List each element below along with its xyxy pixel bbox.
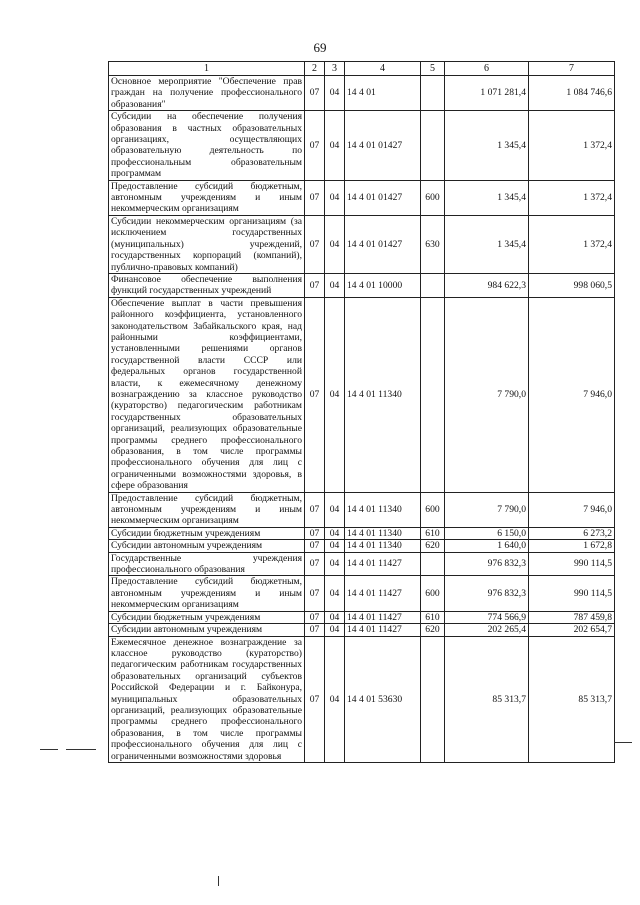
- row-amount-2: 1 372,4: [529, 111, 615, 180]
- row-section: 07: [305, 636, 325, 762]
- row-section: 07: [305, 624, 325, 636]
- row-target-code: 14 4 01 01427: [345, 215, 421, 273]
- col-header-6: 6: [445, 62, 529, 76]
- table-row: [109, 611, 615, 623]
- row-expense-type: 630: [421, 215, 445, 273]
- table-row: [109, 215, 615, 273]
- row-subsection: 04: [325, 76, 345, 111]
- col-header-3: 3: [325, 62, 345, 76]
- row-name: Обеспечение выплат в части превышения районного коэффициента, установленного законодательством Забайкальского края, над районными коэффициентами, установленными решениями органов государственной власти СССР или федеральных органов государственной власти, к ежемесячному денежному вознаграждению за классное руководство (кураторство) педагогическим работникам государственных образовательных организаций, реализующих образовательные программы среднего профессионального образования, в том числе программы профессионального обучения для лиц с ограниченными возможностями здоровья, в сфере образования: [109, 297, 305, 492]
- row-amount-2: 990 114,5: [529, 576, 615, 611]
- row-amount-2: 6 273,2: [529, 527, 615, 539]
- row-expense-type: 600: [421, 180, 445, 215]
- row-target-code: 14 4 01 10000: [345, 273, 421, 297]
- table-row: [109, 540, 615, 552]
- scan-mark-right: [614, 742, 632, 743]
- row-amount-2: 1 372,4: [529, 215, 615, 273]
- row-target-code: 14 4 01 11340: [345, 297, 421, 492]
- row-section: 07: [305, 297, 325, 492]
- row-name: Субсидии автономным учреждениям: [109, 540, 305, 552]
- row-section: 07: [305, 111, 325, 180]
- row-subsection: 04: [325, 624, 345, 636]
- row-name: Субсидии на обеспечение получения образования в частных образовательных организациях, осуществляющих образовательную деятельность по профессиональным образовательным программам: [109, 111, 305, 180]
- row-amount-1: 1 345,4: [445, 215, 529, 273]
- table-row: [109, 492, 615, 527]
- row-subsection: 04: [325, 215, 345, 273]
- row-target-code: 14 4 01 01427: [345, 111, 421, 180]
- row-subsection: 04: [325, 611, 345, 623]
- table-row: [109, 552, 615, 576]
- row-amount-2: 787 459,8: [529, 611, 615, 623]
- row-expense-type: [421, 273, 445, 297]
- table-row: [109, 273, 615, 297]
- row-amount-2: 1 084 746,6: [529, 76, 615, 111]
- row-amount-1: 976 832,3: [445, 576, 529, 611]
- row-section: 07: [305, 576, 325, 611]
- row-section: 07: [305, 180, 325, 215]
- row-amount-2: 85 313,7: [529, 636, 615, 762]
- row-section: 07: [305, 76, 325, 111]
- row-amount-2: 998 060,5: [529, 273, 615, 297]
- row-name: Субсидии автономным учреждениям: [109, 624, 305, 636]
- row-name: Предоставление субсидий бюджетным, автономным учреждениям и иным некоммерческим организациям: [109, 180, 305, 215]
- col-header-4: 4: [345, 62, 421, 76]
- row-amount-1: 774 566,9: [445, 611, 529, 623]
- scan-mark-left: [40, 749, 58, 750]
- row-amount-2: 202 654,7: [529, 624, 615, 636]
- row-amount-1: 1 345,4: [445, 180, 529, 215]
- row-amount-1: 202 265,4: [445, 624, 529, 636]
- row-expense-type: 620: [421, 624, 445, 636]
- scan-mark-left: [66, 749, 96, 750]
- row-target-code: 14 4 01 53630: [345, 636, 421, 762]
- row-section: 07: [305, 527, 325, 539]
- table-row: [109, 624, 615, 636]
- row-amount-2: 7 946,0: [529, 297, 615, 492]
- table-row: [109, 576, 615, 611]
- row-name: Субсидии бюджетным учреждениям: [109, 611, 305, 623]
- row-amount-1: 7 790,0: [445, 492, 529, 527]
- row-target-code: 14 4 01 11427: [345, 576, 421, 611]
- row-subsection: 04: [325, 297, 345, 492]
- row-amount-1: 1 071 281,4: [445, 76, 529, 111]
- row-amount-1: 1 345,4: [445, 111, 529, 180]
- row-section: 07: [305, 552, 325, 576]
- row-section: 07: [305, 273, 325, 297]
- row-section: 07: [305, 540, 325, 552]
- row-name: Субсидии некоммерческим организациям (за исключением государственных (муниципальных) учреждений, государственных корпораций (компаний), публично-правовых компаний): [109, 215, 305, 273]
- row-name: Финансовое обеспечение выполнения функций государственных учреждений: [109, 273, 305, 297]
- row-section: 07: [305, 492, 325, 527]
- row-expense-type: [421, 552, 445, 576]
- row-subsection: 04: [325, 576, 345, 611]
- row-name: Государственные учреждения профессионального образования: [109, 552, 305, 576]
- row-target-code: 14 4 01 11340: [345, 492, 421, 527]
- budget-table: [108, 61, 615, 763]
- row-expense-type: [421, 297, 445, 492]
- scan-mark-bottom: [218, 876, 219, 886]
- row-expense-type: [421, 76, 445, 111]
- row-target-code: 14 4 01: [345, 76, 421, 111]
- col-header-2: 2: [305, 62, 325, 76]
- row-name: Предоставление субсидий бюджетным, автономным учреждениям и иным некоммерческим организациям: [109, 492, 305, 527]
- row-subsection: 04: [325, 527, 345, 539]
- table-row: [109, 76, 615, 111]
- row-section: 07: [305, 611, 325, 623]
- row-amount-1: 7 790,0: [445, 297, 529, 492]
- row-amount-1: 976 832,3: [445, 552, 529, 576]
- row-amount-2: 990 114,5: [529, 552, 615, 576]
- row-subsection: 04: [325, 273, 345, 297]
- table-row: [109, 297, 615, 492]
- row-expense-type: 600: [421, 492, 445, 527]
- row-amount-2: 1 672,8: [529, 540, 615, 552]
- row-name: Предоставление субсидий бюджетным, автономным учреждениям и иным некоммерческим организациям: [109, 576, 305, 611]
- row-target-code: 14 4 01 11427: [345, 552, 421, 576]
- row-amount-2: 1 372,4: [529, 180, 615, 215]
- table-row: [109, 111, 615, 180]
- row-subsection: 04: [325, 180, 345, 215]
- row-expense-type: 610: [421, 527, 445, 539]
- row-subsection: 04: [325, 552, 345, 576]
- row-expense-type: 610: [421, 611, 445, 623]
- header-row: [109, 62, 615, 76]
- row-subsection: 04: [325, 636, 345, 762]
- row-expense-type: 600: [421, 576, 445, 611]
- row-target-code: 14 4 01 11340: [345, 540, 421, 552]
- row-expense-type: [421, 111, 445, 180]
- row-subsection: 04: [325, 111, 345, 180]
- row-name: Субсидии бюджетным учреждениям: [109, 527, 305, 539]
- page-number: 69: [313, 40, 327, 55]
- row-name: Ежемесячное денежное вознаграждение за классное руководство (кураторство) педагогическим работникам государственных образовательных организаций субъектов Российской Федерации и г. Байконура, муниципальных образовательных организаций, реализующих образовательные программы среднего профессионального образования, в том числе программы профессионального обучения для лиц с ограниченными возможностями здоровья: [109, 636, 305, 762]
- table-row: [109, 527, 615, 539]
- row-amount-1: 1 640,0: [445, 540, 529, 552]
- row-section: 07: [305, 215, 325, 273]
- table-row: [109, 180, 615, 215]
- row-subsection: 04: [325, 540, 345, 552]
- row-amount-2: 7 946,0: [529, 492, 615, 527]
- col-header-5: 5: [421, 62, 445, 76]
- row-target-code: 14 4 01 01427: [345, 180, 421, 215]
- row-target-code: 14 4 01 11427: [345, 624, 421, 636]
- row-name: Основное мероприятие "Обеспечение прав граждан на получение профессионального образования": [109, 76, 305, 111]
- row-expense-type: [421, 636, 445, 762]
- row-amount-1: 6 150,0: [445, 527, 529, 539]
- row-target-code: 14 4 01 11427: [345, 611, 421, 623]
- row-subsection: 04: [325, 492, 345, 527]
- col-header-7: 7: [529, 62, 615, 76]
- row-expense-type: 620: [421, 540, 445, 552]
- row-target-code: 14 4 01 11340: [345, 527, 421, 539]
- col-header-1: 1: [109, 62, 305, 76]
- row-amount-1: 984 622,3: [445, 273, 529, 297]
- row-amount-1: 85 313,7: [445, 636, 529, 762]
- table-row: [109, 636, 615, 762]
